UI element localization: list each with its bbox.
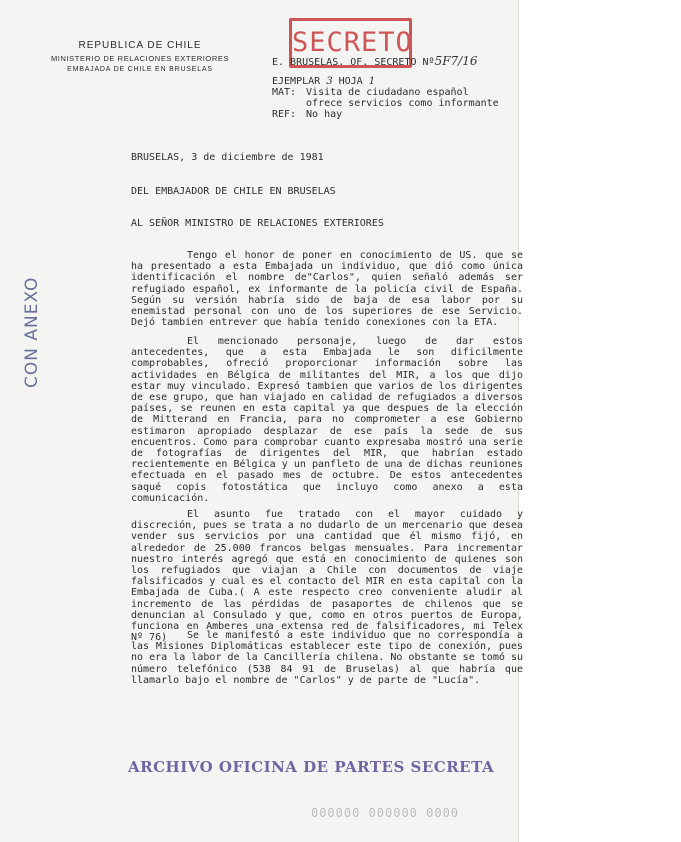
- folio-bleedthrough: 0000 000000 000000: [310, 806, 459, 820]
- ref-label: REF:: [272, 109, 297, 120]
- subject-label: MAT:: [272, 87, 297, 98]
- reference-typed: E. BRUSELAS. OF. SECRETO Nº: [272, 57, 435, 68]
- copy-value: 3: [326, 76, 333, 87]
- document-meta: [272, 76, 499, 120]
- letterhead-embassy: EMBAJADA DE CHILE EN BRUSELAS: [67, 66, 213, 73]
- sender-line: DEL EMBAJADOR DE CHILE EN BRUSELAS: [131, 186, 336, 197]
- sheet-label: HOJA: [338, 76, 363, 87]
- ref-value: No hay: [306, 109, 343, 120]
- document-reference: [272, 54, 477, 68]
- paragraph-4: Se le manifestó a este individuo que no correspondía a las Misiones Diplomáticas establecer este tipo de conexión, pues no era la labor de la Cancillería chilena. No obstante se tomó su número telefónico (538 84 91 de Bruselas) al que habría que llamarlo bajo el nombre de "Carlos" y de parte de "Lucía".: [131, 630, 523, 686]
- copy-label: EJEMPLAR: [272, 76, 321, 87]
- paragraph-2: El mencionado personaje, luego de dar estos antecedentes, que a esta Embajada le son dificilmente comprobables, ofreció proporcionar información sobre las actividades en Bélgica de militantes del MIR, a los que dijo estar muy vinculado. Expresó tambien que varios de los dirigentes de ese grupo, que han viajado en calidad de refugiados a diversos países, se reunen en esta capital ya que despues de la elección de Mitterand en Francia, para no comprometer a ese Gobierno estimaron apropiado desplazar de ese país la sede de sus encuentros. Como para comprobar cuanto expresaba mostró una serie de fotografías de dirigentes del MIR, que habrían estado recientemente en Bélgica y un panfleto de una de dichas reuniones efectuada en el pasado mes de octubre. De estos antecedentes saqué copis fotostática que incluyo como anexo a esta comunicación.: [131, 336, 523, 504]
- letterhead-ministry: MINISTERIO DE RELACIONES EXTERIORES: [50, 54, 230, 63]
- letter-body: [131, 152, 523, 686]
- dateline: BRUSELAS, 3 de diciembre de 1981: [131, 152, 324, 163]
- sheet-value: 1: [368, 76, 376, 87]
- recipient-line: AL SEÑOR MINISTRO DE RELACIONES EXTERIORES: [131, 218, 384, 229]
- subject-line-1: Visita de ciudadano español: [306, 87, 469, 98]
- paragraph-1: Tengo el honor de poner en conocimiento de US. que se ha presentado a esta Embajada un individuo, que dió como única identificación el nombre de"Carlos", quien señaló además ser refugiado español, ex informante de la policía civil de España. Según su versión habría sido de baja de esa labor por su enemistad personal con uno de los superiores de ese Servicio. Dejó tambien entrever que había tenido conexiones con la ETA.: [131, 250, 523, 329]
- archive-stamp: ARCHIVO OFICINA DE PARTES SECRETA: [128, 758, 495, 776]
- reference-row: [272, 109, 499, 120]
- reference-number: 5F7/16: [434, 54, 478, 68]
- letterhead: [30, 40, 250, 73]
- margin-annotation: CON ANEXO: [22, 276, 42, 388]
- copy-sheet-row: [272, 76, 499, 87]
- subject-row-2: [272, 98, 499, 109]
- subject-line-2: ofrece servicios como informante: [306, 98, 499, 109]
- paragraph-3: El asunto fue tratado con el mayor cuidado y discreción, pues se trata a no dudarlo de un mercenario que desea vender sus servicios por una cantidad que él mismo fijó, en alrededor de 25.000 francos belgas mensuales. Para incrementar nuestro interés agregó que está en conocimiento de quienes son los refugiados que viajan a Chile con documentos de viaje falsificados y cual es el contacto del MIR en esta capital con la Embajada de Cuba.( A este respecto creo conveniente aludir al incremento de las pérdidas de pasaportes de chilenos que se denuncian al Consulado y que, como en otros puertos de Europa, funciona en Amberes una extensa red de falsificadores, mi Telex Nº 76): [131, 509, 523, 644]
- letterhead-country: REPUBLICA DE CHILE: [78, 40, 202, 51]
- subject-row: [272, 87, 499, 98]
- secret-stamp: SECRETO: [289, 18, 412, 68]
